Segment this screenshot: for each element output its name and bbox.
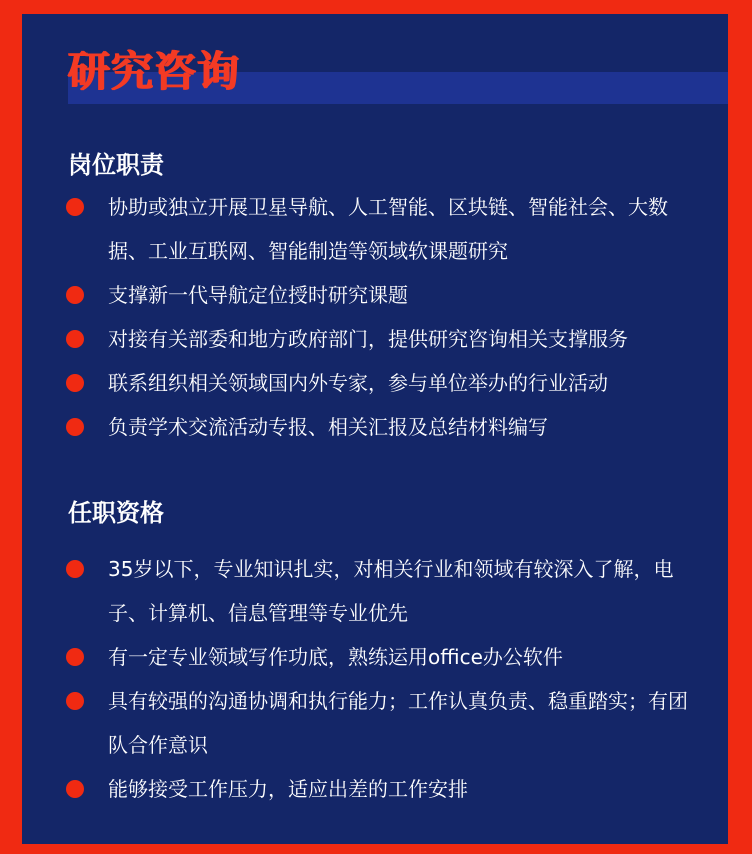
list-item (22, 273, 728, 317)
bullet-dot (66, 780, 84, 798)
responsibilities-list (22, 185, 728, 449)
bullet-dot (66, 374, 84, 392)
qualifications-list (22, 547, 728, 811)
list-item-text: 具有较强的沟通协调和执行能力；工作认真负责、稳重踏实；有团队合作意识 (108, 689, 688, 757)
list-item-text: 35岁以下，专业知识扎实，对相关行业和领域有较深入了解，电子、计算机、信息管理等专业优先 (108, 557, 674, 625)
list-item (22, 405, 728, 449)
bullet-dot (66, 692, 84, 710)
list-item (22, 679, 728, 767)
list-item-text: 联系组织相关领域国内外专家，参与单位举办的行业活动 (108, 371, 608, 395)
bullet-dot (66, 418, 84, 436)
list-item-text: 负责学术交流活动专报、相关汇报及总结材料编写 (108, 415, 548, 439)
list-item (22, 635, 728, 679)
list-item-text: 协助或独立开展卫星导航、人工智能、区块链、智能社会、大数据、工业互联网、智能制造等领域软课题研究 (108, 195, 668, 263)
list-item (22, 185, 728, 273)
qualifications-heading: 任职资格 (68, 499, 164, 527)
list-item (22, 767, 728, 811)
bullet-dot (66, 198, 84, 216)
list-item (22, 361, 728, 405)
list-item-text: 对接有关部委和地方政府部门，提供研究咨询相关支撑服务 (108, 327, 628, 351)
bullet-dot (66, 286, 84, 304)
responsibilities-heading: 岗位职责 (68, 151, 164, 179)
list-item-text: 有一定专业领域写作功底，熟练运用office办公软件 (108, 645, 563, 669)
page-title: 研究咨询 (68, 47, 241, 96)
bullet-dot (66, 560, 84, 578)
bullet-dot (66, 330, 84, 348)
list-item-text: 支撑新一代导航定位授时研究课题 (108, 283, 408, 307)
list-item (22, 317, 728, 361)
content-panel (22, 14, 728, 844)
list-item-text: 能够接受工作压力，适应出差的工作安排 (108, 777, 468, 801)
bullet-dot (66, 648, 84, 666)
list-item (22, 547, 728, 635)
